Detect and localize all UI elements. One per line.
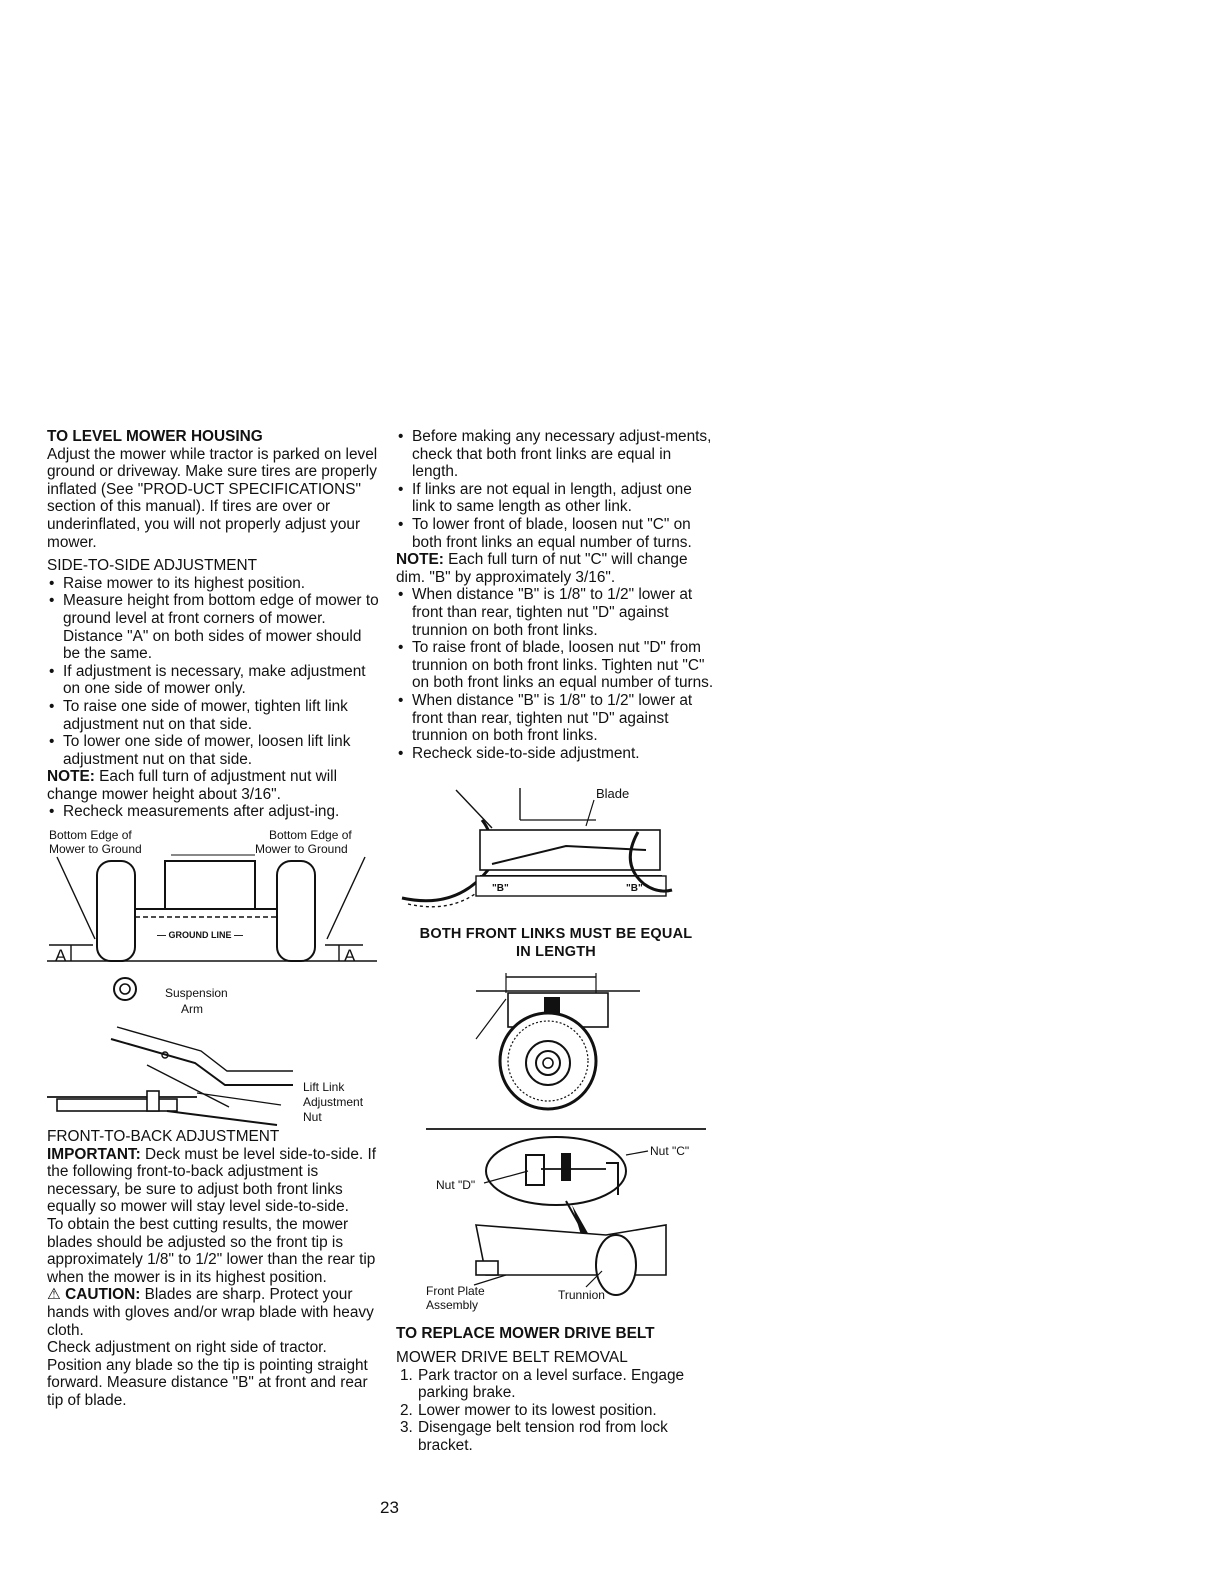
list-item: • To lower front of blade, loosen nut "C" on both front links an equal number of turns. (396, 516, 716, 551)
list-item: • To raise front of blade, loosen nut "D" from trunnion on both front links. Tighten nut "C" on both front links an equal number of turns. (396, 639, 716, 692)
list-item: • Recheck measurements after adjust-ing. (47, 803, 382, 821)
leader-left (57, 857, 95, 939)
step-number: 2. (400, 1401, 413, 1419)
wheel-left (97, 861, 135, 961)
lift-link-label-1: Lift Link (303, 1080, 345, 1095)
list-item (396, 1419, 716, 1454)
nut-d-label: Nut "D" (436, 1178, 476, 1193)
level-housing-heading: TO LEVEL MOWER HOUSING (47, 428, 263, 445)
caption-line-1: BOTH FRONT LINKS MUST BE EQUAL (419, 926, 693, 943)
list-item: • If links are not equal in length, adjust one link to same length as other link. (396, 481, 716, 516)
side-note (47, 768, 382, 803)
belt-removal-heading: MOWER DRIVE BELT REMOVAL (396, 1349, 628, 1367)
list-item: • To lower one side of mower, loosen lift link adjustment nut on that side. (47, 733, 382, 768)
lift-link-label-2: Adjustment (303, 1095, 364, 1110)
blade-label: Blade (596, 786, 630, 802)
important-paragraph (47, 1146, 382, 1216)
important-label: IMPORTANT: (47, 1145, 141, 1163)
fig1-label-left-2: Mower to Ground (49, 842, 142, 857)
right-column (396, 428, 716, 1455)
wheel-right (277, 861, 315, 961)
list-item: • When distance "B" is 1/8" to 1/2" lower at front than rear, tighten nut "D" against trunnion on both front links. (396, 692, 716, 745)
note-label: NOTE: (47, 768, 95, 786)
blade-distance-diagram (396, 780, 706, 920)
list-item: • Measure height from bottom edge of mower to ground level at front corners of mower. Distance "A" on both sides of mower should be the same. (47, 592, 382, 662)
axle-housing (165, 861, 255, 909)
important-text: Deck must be level side-to-side. If the following front-to-back adjustment is necessary, be sure to adjust both front links equally so mower will stay level side-to-side. (47, 1145, 376, 1216)
leader-right (327, 857, 365, 939)
list-item: • Recheck side-to-side adjustment. (396, 745, 716, 763)
front-plate-label-1: Front Plate (426, 1284, 485, 1299)
step-text: Park tractor on a level surface. Engage parking brake. (418, 1366, 685, 1402)
list-item: • When distance "B" is 1/8" to 1/2" lower at front than rear, tighten nut "D" against trunnion on both front links. (396, 586, 716, 639)
front-to-back-heading: FRONT-TO-BACK ADJUSTMENT (47, 1128, 280, 1146)
trunnion-label: Trunnion (558, 1288, 605, 1303)
suspension-label-2: Arm (181, 1002, 203, 1017)
step-number: 1. (400, 1366, 413, 1384)
note-label: NOTE: (396, 551, 444, 569)
note-text: Each full turn of nut "C" will change dim. "B" by approximately 3/16". (396, 551, 688, 586)
ground-line-label: — GROUND LINE — (157, 930, 244, 941)
list-item: • If adjustment is necessary, make adjustment on one side of mower only. (47, 663, 382, 698)
lift-link-label-3: Nut (303, 1110, 322, 1125)
fig1-label-left-1: Bottom Edge of (49, 828, 132, 843)
recheck-list (47, 803, 382, 821)
drive-belt-heading: TO REPLACE MOWER DRIVE BELT (396, 1325, 655, 1343)
figure-caption (396, 926, 716, 961)
step-text: Lower mower to its lowest position. (418, 1401, 657, 1419)
caption-line-2: IN LENGTH (516, 943, 596, 960)
nut-adjustment-diagram (396, 1125, 716, 1313)
caution-label: CAUTION: (65, 1286, 141, 1304)
list-item: • Raise mower to its highest position. (47, 575, 382, 593)
side-to-side-steps (47, 575, 382, 769)
nut-c-label: Nut "C" (650, 1144, 690, 1159)
front-plate-label-2: Assembly (426, 1298, 479, 1313)
list-item: • To raise one side of mower, tighten lift link adjustment nut on that side. (47, 698, 382, 733)
side-to-side-diagram (47, 827, 377, 967)
suspension-label-1: Suspension (165, 986, 228, 1001)
step-number: 3. (400, 1419, 413, 1437)
level-housing-intro: Adjust the mower while tractor is parked on level ground or driveway. Make sure tires are properly inflated (See "PROD-UCT SPECIFICATIONS" section of this manual). If tires are over or underinflated, you will not properly adjust your mower. (47, 445, 378, 551)
fig1-label-right-1: Bottom Edge of (269, 828, 352, 843)
front-link-steps (396, 428, 716, 551)
warning-icon: ⚠ (47, 1286, 61, 1304)
page-number: 23 (380, 1498, 399, 1517)
fig1-label-right-2: Mower to Ground (255, 842, 348, 857)
left-column (47, 428, 382, 1410)
belt-removal-steps (396, 1367, 716, 1455)
front-link-steps-2 (396, 586, 716, 762)
caution-paragraph (47, 1286, 382, 1339)
caution-text: Blades are sharp. Protect your hands with gloves and/or wrap blade with heavy cloth. (47, 1286, 374, 1339)
list-item: • Before making any necessary adjust-ments, check that both front links are equal in length. (396, 428, 716, 481)
obtain-paragraph: To obtain the best cutting results, the mower blades should be adjusted so the front tip is approximately 1/8" to 1/2" lower than the rear tip when the mower is in its highest position. (47, 1216, 376, 1286)
suspension-arm-diagram (47, 973, 382, 1128)
step-text: Disengage belt tension rod from lock bracket. (418, 1419, 668, 1455)
list-item (396, 1402, 716, 1420)
dim-a-left: A (55, 946, 67, 966)
front-wheel-diagram (396, 969, 706, 1119)
list-item (396, 1367, 716, 1402)
dim-a-right: A (344, 946, 356, 966)
side-to-side-heading: SIDE-TO-SIDE ADJUSTMENT (47, 557, 258, 575)
dim-b-front: "B" (492, 883, 509, 895)
dim-b-rear: "B" (626, 883, 643, 895)
right-note (396, 551, 716, 586)
check-paragraph: Check adjustment on right side of tractor. Position any blade so the tip is pointing straight forward. Measure distance "B" at front and rear tip of blade. (47, 1339, 368, 1409)
note-text: Each full turn of adjustment nut will change mower height about 3/16". (47, 768, 337, 803)
